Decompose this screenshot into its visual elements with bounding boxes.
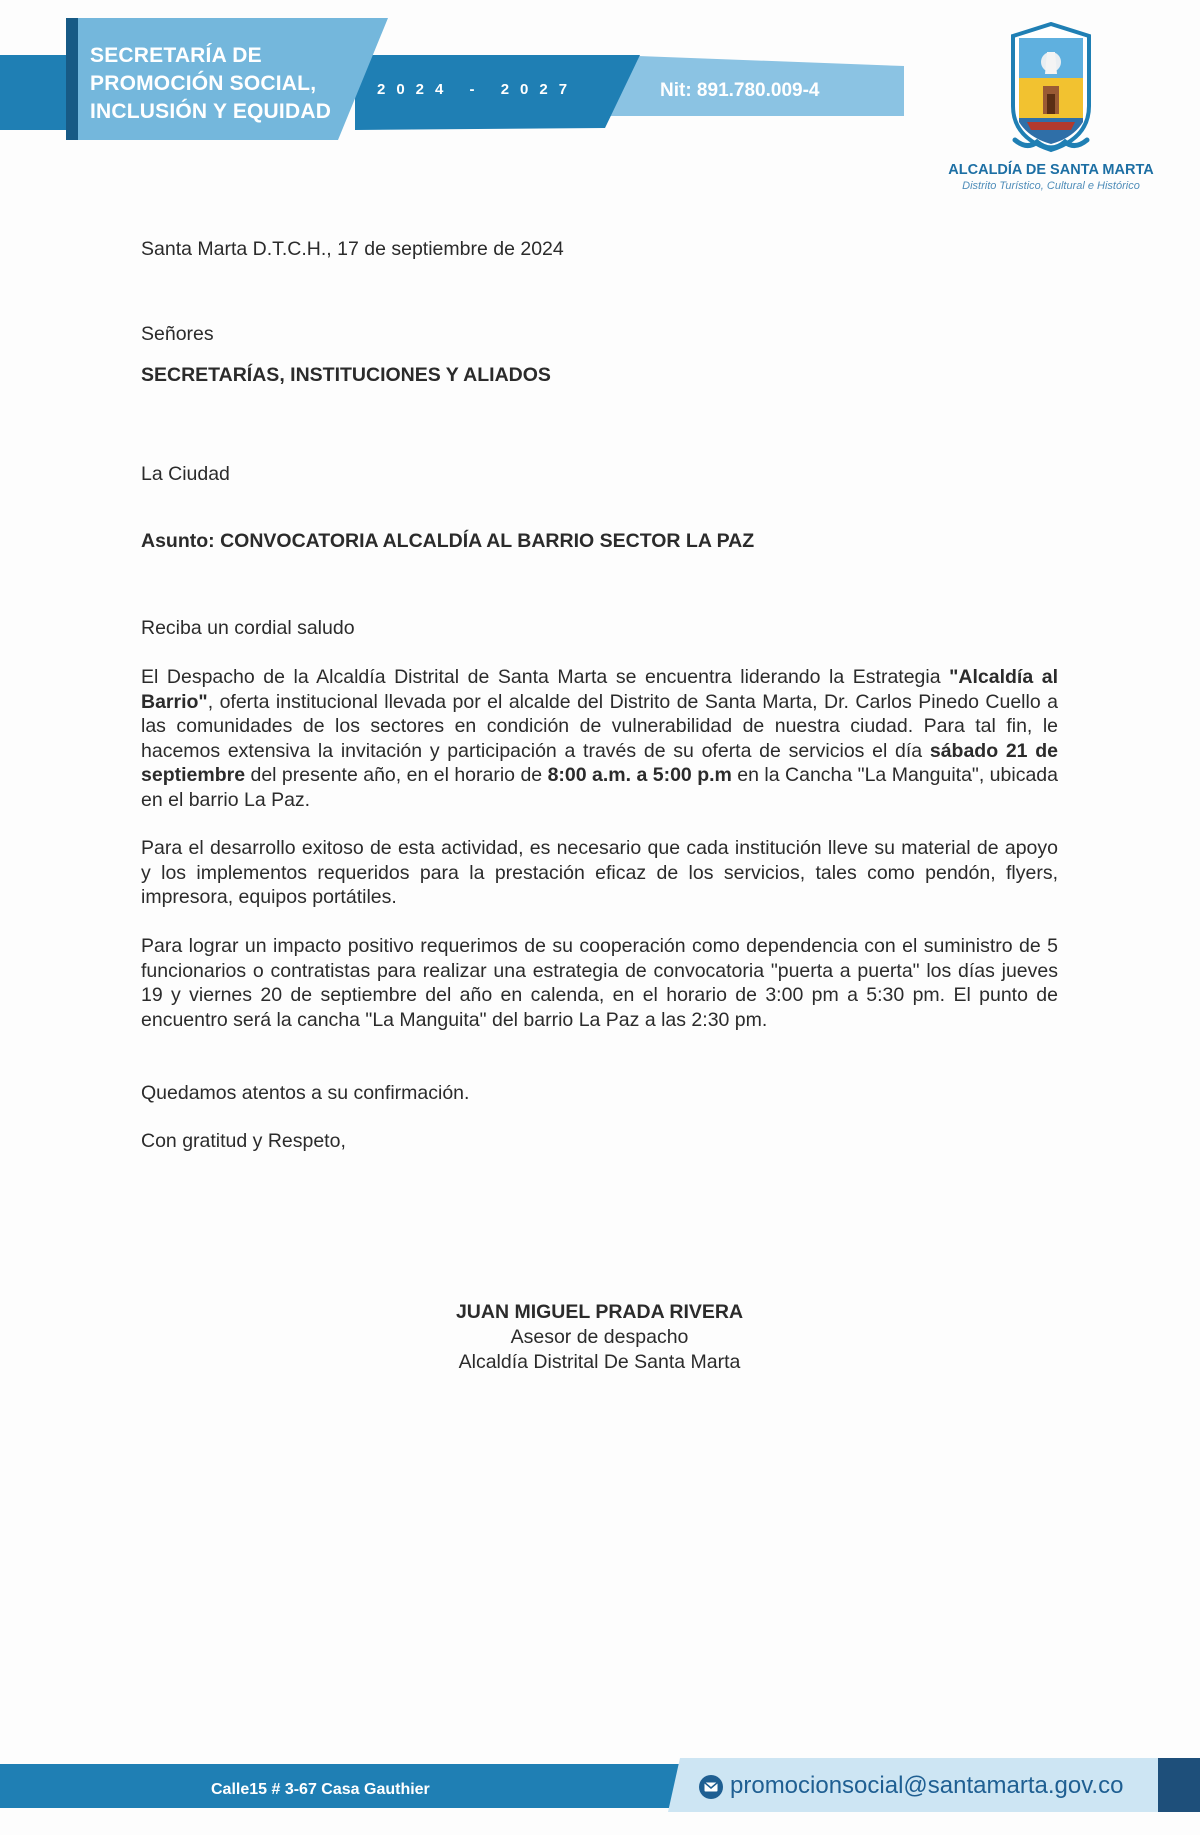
envelope-icon — [697, 1773, 725, 1801]
mayoralty-name: ALCALDÍA DE SANTA MARTA — [948, 162, 1154, 178]
closing-line-2: Con gratitud y Respeto, — [141, 1130, 346, 1152]
event-date: sábado 21 de septiembre — [141, 739, 1058, 786]
recipients: SECRETARÍAS, INSTITUCIONES Y ALIADOS — [141, 364, 551, 386]
date-line: Santa Marta D.T.C.H., 17 de septiembre de 2024 — [141, 238, 564, 260]
signature-block — [141, 1300, 1058, 1375]
department-title: SECRETARÍA DE PROMOCIÓN SOCIAL, INCLUSIÓN Y EQUIDAD — [90, 44, 332, 123]
signer-name: JUAN MIGUEL PRADA RIVERA — [455, 1301, 744, 1323]
event-time: 8:00 a.m. a 5:00 p.m — [547, 764, 732, 786]
footer-address: Calle15 # 3-67 Casa Gauthier — [211, 1781, 430, 1798]
term-years: 2024 - 2027 — [377, 81, 579, 98]
city-crest-logo — [1003, 22, 1099, 158]
salutation-to: Señores — [141, 323, 214, 345]
paragraph-1: El Despacho de la Alcaldía Distrital de Santa Marta se encuentra liderando la Estrategia "Alcaldía al Barrio", oferta institucional llevada por el alcalde del Distrito de Santa Marta, Dr. Carlos Pinedo Cuello a las comunidades de los sectores en condición de vulnerabilidad de nuestra ciudad. Para tal fin, le hacemos extensiva la invitación y participación a través de su oferta de servicios el día sábado 21 de septiembre del presente año, en el horario de 8:00 a.m. a 5:00 p.m en la Cancha "La Manguita", ubicada en el barrio La Paz. — [141, 666, 1058, 811]
signer-organization: Alcaldía Distrital De Santa Marta — [458, 1351, 741, 1373]
strategy-name: "Alcaldía al Barrio" — [141, 666, 1058, 713]
subject-line — [141, 529, 754, 554]
paragraph-2: Para el desarrollo exitoso de esta actividad, es necesario que cada institución lleve su material de apoyo y los implementos requeridos para la prestación eficaz de los servicios, tales como pendón, flyers, impresora, equipos portátiles. — [141, 837, 1058, 908]
greeting: Reciba un cordial saludo — [141, 617, 355, 639]
subject-label: Asunto: — [141, 530, 215, 552]
nit-number: Nit: 891.780.009-4 — [660, 80, 820, 101]
subject-text: CONVOCATORIA ALCALDÍA AL BARRIO SECTOR LA PAZ — [220, 530, 755, 552]
city-line: La Ciudad — [141, 463, 230, 485]
paragraph-3: Para lograr un impacto positivo requerimos de su cooperación como dependencia con el suministro de 5 funcionarios o contratistas para realizar una estrategia de convocatoria "puerta a puerta" los días jueves 19 y viernes 20 de septiembre del año en calenda, en el horario de 3:00 pm a 5:30 pm. El punto de encuentro será la cancha "La Manguita" del barrio La Paz a las 2:30 pm. — [141, 935, 1058, 1031]
closing-line-1: Quedamos atentos a su confirmación. — [141, 1082, 470, 1104]
signer-title: Asesor de despacho — [510, 1326, 689, 1348]
footer-email[interactable]: promocionsocial@santamarta.gov.co — [730, 1772, 1124, 1799]
mayoralty-tagline: Distrito Turístico, Cultural e Histórico — [962, 180, 1140, 192]
